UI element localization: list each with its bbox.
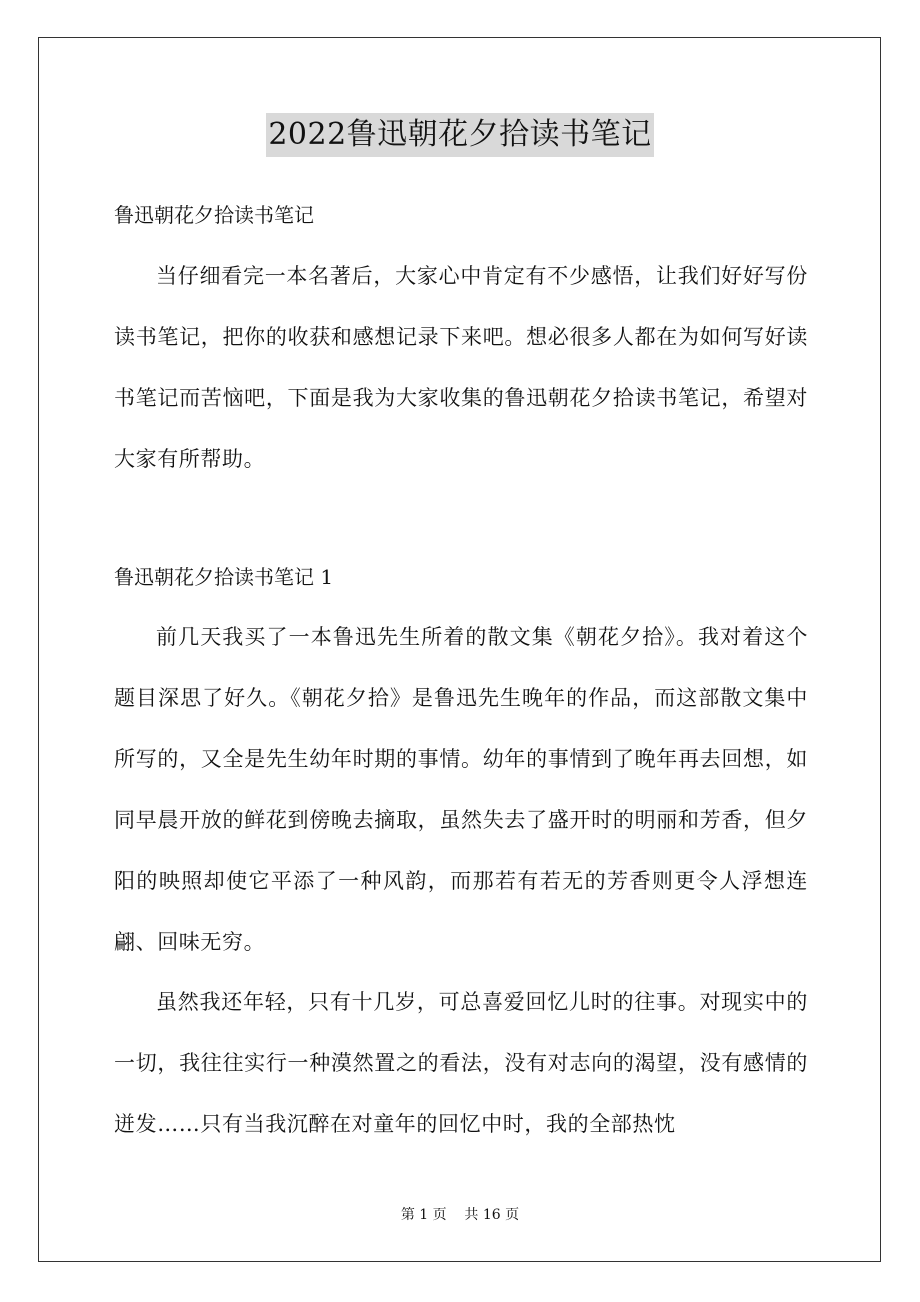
document-title xyxy=(0,113,920,157)
section-1-paragraph-2: 虽然我还年轻，只有十几岁，可总喜爱回忆儿时的往事。对现实中的一切，我往往实行一种漠然置之的看法，没有对志向的渴望，没有感情的迸发……只有当我沉醉在对童年的回忆中时，我的全部热忱 xyxy=(114,990,808,1136)
section-1-paragraph-1: 前几天我买了一本鲁迅先生所着的散文集《朝花夕拾》。我对着这个题目深思了好久。《朝花夕拾》是鲁迅先生晚年的作品，而这部散文集中所写的，又全是先生幼年时期的事情。幼年的事情到了晚年再去回想，如同早晨开放的鲜花到傍晚去摘取，虽然失去了盛开时的明丽和芳香，但夕阳的映照却使它平添了一种风韵，而那若有若无的芳香则更令人浮想连翩、回味无穷。 xyxy=(114,625,808,954)
document-title-text: 2022鲁迅朝花夕拾读书笔记 xyxy=(266,113,653,157)
intro-paragraph: 当仔细看完一本名著后，大家心中肯定有不少感悟，让我们好好写份读书笔记，把你的收获和感想记录下来吧。想必很多人都在为如何写好读书笔记而苦恼吧，下面是我为大家收集的鲁迅朝花夕拾读书笔记，希望对大家有所帮助。 xyxy=(114,264,808,471)
page-number-footer: 第 1 页 共 16 页 xyxy=(400,1207,520,1223)
section-1-heading: 鲁迅朝花夕拾读书笔记 1 xyxy=(114,565,334,589)
intro-heading: 鲁迅朝花夕拾读书笔记 xyxy=(114,203,314,227)
